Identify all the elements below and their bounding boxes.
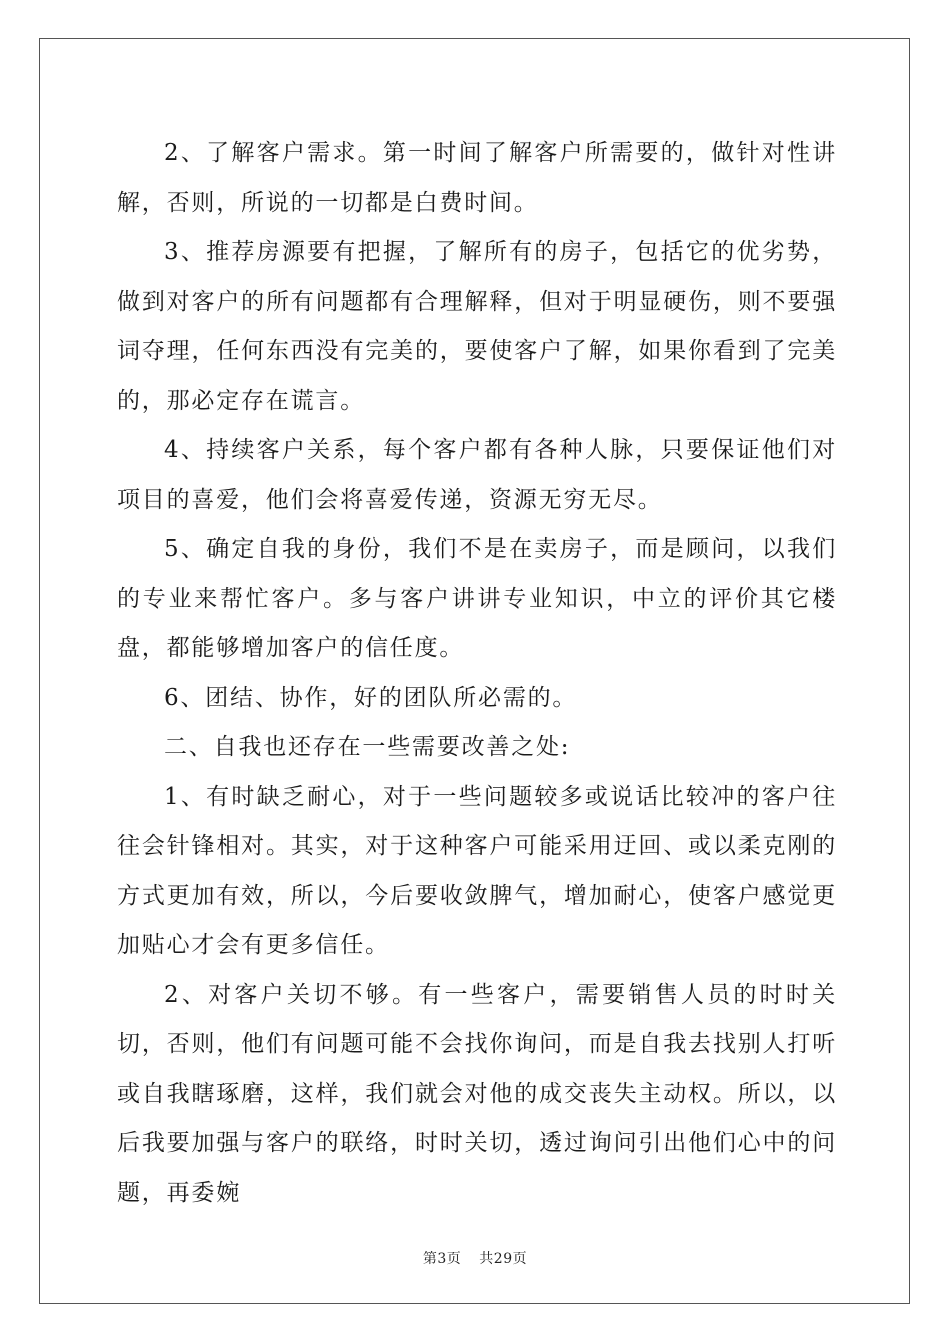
page-total: 共29页 bbox=[479, 1251, 528, 1267]
document-body bbox=[117, 129, 837, 1218]
paragraph: 2、对客户关切不够。有一些客户，需要销售人员的时时关切，否则，他们有问题可能不会找你询问，而是自我去找别人打听或自我瞎琢磨，这样，我们就会对他的成交丧失主动权。所以，以后我要加强与客户的联络，时时关切，透过询问引出他们心中的问题，再委婉 bbox=[117, 981, 837, 1206]
paragraph: 6、团结、协作，好的团队所必需的。 bbox=[164, 684, 578, 711]
paragraph: 1、有时缺乏耐心，对于一些问题较多或说话比较冲的客户往往会针锋相对。其实，对于这种客户可能采用迂回、或以柔克刚的方式更加有效，所以，今后要收敛脾气，增加耐心，使客户感觉更加贴心才会有更多信任。 bbox=[117, 783, 837, 958]
paragraph: 4、持续客户关系，每个客户都有各种人脉，只要保证他们对项目的喜爱，他们会将喜爱传递，资源无穷无尽。 bbox=[117, 437, 837, 513]
paragraph: 2、了解客户需求。第一时间了解客户所需要的，做针对性讲解，否则，所说的一切都是白费时间。 bbox=[117, 140, 837, 216]
section-heading: 二、自我也还存在一些需要改善之处: bbox=[164, 734, 571, 760]
paragraph: 5、确定自我的身份，我们不是在卖房子，而是顾问，以我们的专业来帮忙客户。多与客户讲讲专业知识，中立的评价其它楼盘，都能够增加客户的信任度。 bbox=[117, 536, 837, 661]
page-number: 第3页 bbox=[422, 1251, 462, 1267]
paragraph: 3、推荐房源要有把握，了解所有的房子，包括它的优劣势，做到对客户的所有问题都有合理解释，但对于明显硬伤，则不要强词夺理，任何东西没有完美的，要使客户了解，如果你看到了完美的，那必定存在谎言。 bbox=[117, 239, 837, 414]
page-footer bbox=[0, 1248, 950, 1268]
